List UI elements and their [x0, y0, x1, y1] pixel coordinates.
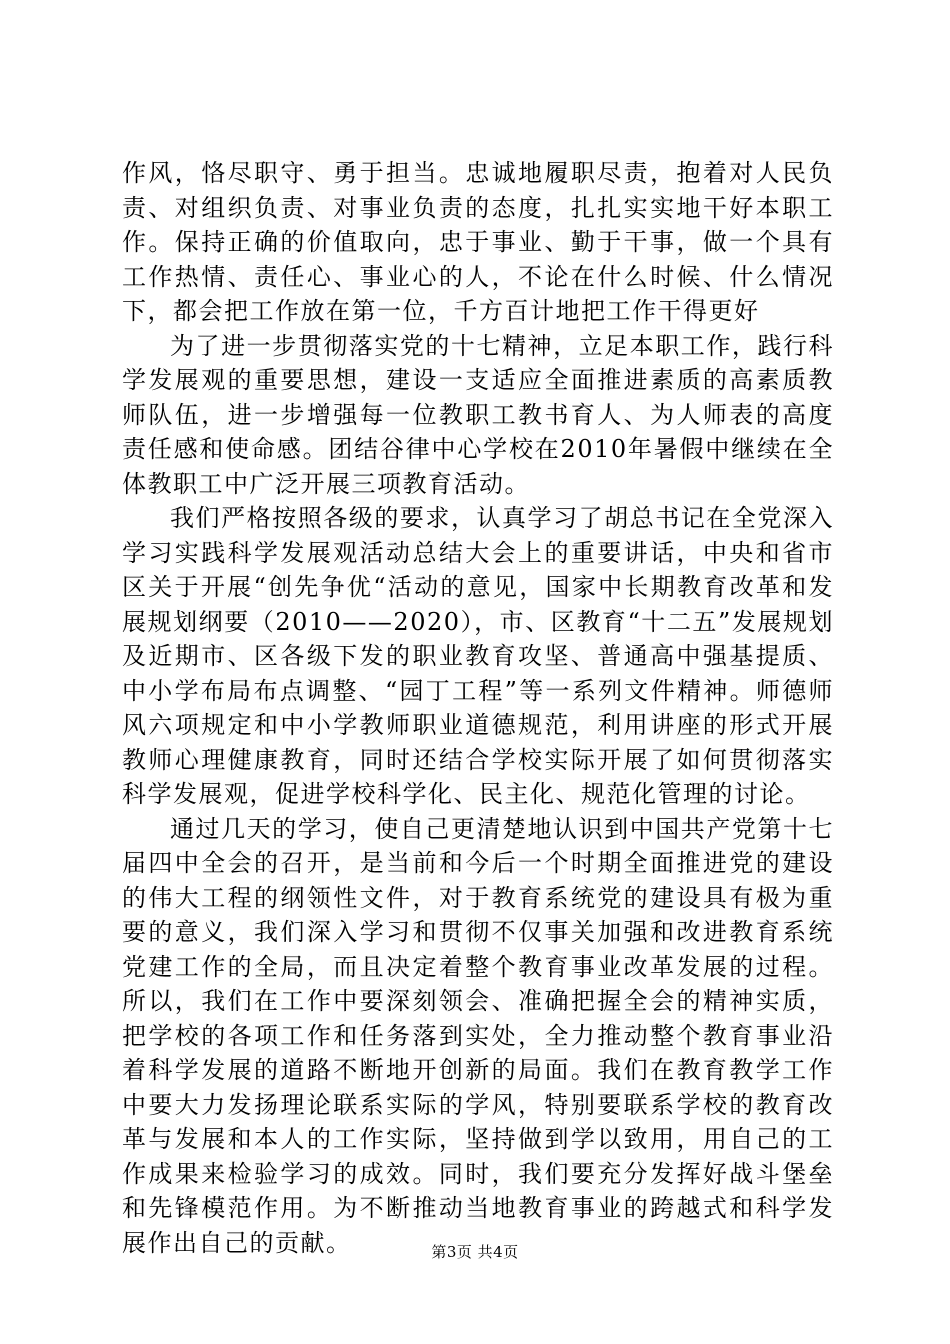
document-body	[122, 156, 834, 1260]
page-number-footer: 第3页 共4页	[431, 1243, 519, 1261]
paragraph-2: 为了进一步贯彻落实党的十七精神，立足本职工作，践行科学发展观的重要思想，建设一支适应全面推进素质的高素质教师队伍，进一步增强每一位教职工教书育人、为人师表的高度责任感和使命感。团结谷律中心学校在2010年暑假中继续在全体教职工中广泛开展三项教育活动。	[122, 331, 834, 498]
paragraph-1: 作风，恪尽职守、勇于担当。忠诚地履职尽责，抱着对人民负责、对组织负责、对事业负责的态度，扎扎实实地干好本职工作。保持正确的价值取向，忠于事业、勤于干事，做一个具有工作热情、责任心、事业心的人，不论在什么时候、什么情况下，都会把工作放在第一位，千方百计地把工作干得更好	[122, 159, 834, 325]
paragraph-4: 通过几天的学习，使自己更清楚地认识到中国共产党第十七届四中全会的召开，是当前和今后一个时期全面推进党的建设的伟大工程的纲领性文件，对于教育系统党的建设具有极为重要的意义，我们深入学习和贯彻不仅事关加强和改进教育系统党建工作的全局，而且决定着整个教育事业改革发展的过程。所以，我们在工作中要深刻领会、准确把握全会的精神实质，把学校的各项工作和任务落到实处，全力推动整个教育事业沿着科学发展的道路不断地开创新的局面。我们在教育教学工作中要大力发扬理论联系实际的学风，特别要联系学校的教育改革与发展和本人的工作实际，坚持做到学以致用，用自己的工作成果来检验学习的成效。同时，我们要充分发挥好战斗堡垒和先锋模范作用。为不断推动当地教育事业的跨越式和科学发展作出自己的贡献。	[122, 814, 834, 1257]
paragraph-3: 我们严格按照各级的要求，认真学习了胡总书记在全党深入学习实践科学发展观活动总结大会上的重要讲话，中央和省市区关于开展“创先争优“活动的意见，国家中长期教育改革和发展规划纲要（2010——2020），市、区教育“十二五”发展规划及近期市、区各级下发的职业教育攻坚、普通高中强基提质、中小学布局布点调整、“园丁工程”等一系列文件精神。师德师风六项规定和中小学教师职业道德规范，利用讲座的形式开展教师心理健康教育，同时还结合学校实际开展了如何贯彻落实科学发展观，促进学校科学化、民主化、规范化管理的讨论。	[122, 504, 834, 808]
